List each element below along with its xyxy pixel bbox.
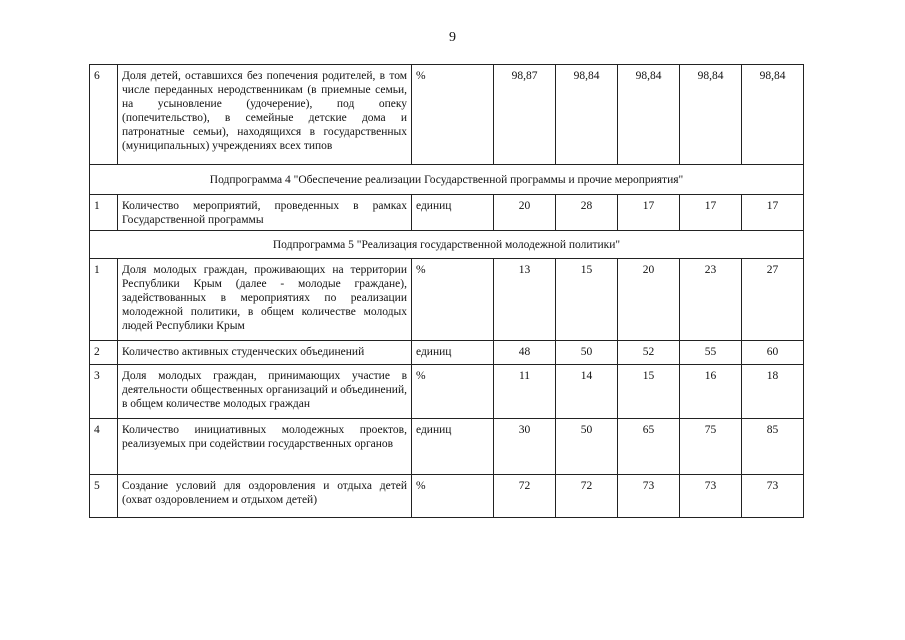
value-cell: 55 <box>680 341 742 365</box>
value-cell: 20 <box>618 259 680 341</box>
table-row <box>90 195 804 231</box>
value-cell: 17 <box>742 195 804 231</box>
unit-cell: % <box>412 365 494 419</box>
row-number-cell: 1 <box>90 195 118 231</box>
indicator-name-cell: Доля детей, оставшихся без попечения родителей, в том числе переданных неродственникам (в приемные семьи, на усыновление (удочерение), под опеку (попечительство), в семейные детские дома и патронатные семьи), находящихся в государственных (муниципальных) учреждениях всех типов <box>118 65 412 165</box>
value-cell: 50 <box>556 341 618 365</box>
value-cell: 13 <box>494 259 556 341</box>
row-number-cell: 3 <box>90 365 118 419</box>
value-cell: 15 <box>618 365 680 419</box>
value-cell: 50 <box>556 419 618 475</box>
value-cell: 28 <box>556 195 618 231</box>
indicator-name-cell: Доля молодых граждан, проживающих на территории Республики Крым (далее - молодые граждане), задействованных в мероприятиях по реализации молодежной политики, в общем количестве молодых людей Республики Крым <box>118 259 412 341</box>
subprogram-title: Подпрограмма 5 "Реализация государственной молодежной политики" <box>90 231 804 259</box>
value-cell: 98,84 <box>742 65 804 165</box>
value-cell: 48 <box>494 341 556 365</box>
row-number-cell: 1 <box>90 259 118 341</box>
row-number-cell: 2 <box>90 341 118 365</box>
indicator-name-cell: Создание условий для оздоровления и отдыха детей (охват оздоровлением и отдыхом детей) <box>118 475 412 518</box>
unit-cell: единиц <box>412 195 494 231</box>
page-number: 9 <box>449 30 456 45</box>
value-cell: 72 <box>494 475 556 518</box>
value-cell: 72 <box>556 475 618 518</box>
table-row <box>90 365 804 419</box>
value-cell: 17 <box>680 195 742 231</box>
subprogram-header-row <box>90 165 804 195</box>
unit-cell: % <box>412 65 494 165</box>
value-cell: 75 <box>680 419 742 475</box>
row-number-cell: 5 <box>90 475 118 518</box>
value-cell: 85 <box>742 419 804 475</box>
indicators-table <box>89 64 804 518</box>
indicator-name-cell: Количество инициативных молодежных проектов, реализуемых при содействии государственных органов <box>118 419 412 475</box>
value-cell: 17 <box>618 195 680 231</box>
value-cell: 14 <box>556 365 618 419</box>
table-row <box>90 341 804 365</box>
value-cell: 15 <box>556 259 618 341</box>
row-number-cell: 4 <box>90 419 118 475</box>
value-cell: 27 <box>742 259 804 341</box>
indicator-name-cell: Доля молодых граждан, принимающих участие в деятельности общественных организаций и объединений, в общем количестве молодых граждан <box>118 365 412 419</box>
value-cell: 98,84 <box>680 65 742 165</box>
table-row <box>90 259 804 341</box>
value-cell: 16 <box>680 365 742 419</box>
unit-cell: единиц <box>412 341 494 365</box>
value-cell: 98,87 <box>494 65 556 165</box>
value-cell: 18 <box>742 365 804 419</box>
subprogram-title: Подпрограмма 4 "Обеспечение реализации Государственной программы и прочие мероприятия" <box>90 165 804 195</box>
value-cell: 73 <box>680 475 742 518</box>
value-cell: 98,84 <box>618 65 680 165</box>
value-cell: 30 <box>494 419 556 475</box>
row-number-cell: 6 <box>90 65 118 165</box>
table-row <box>90 419 804 475</box>
table-row <box>90 65 804 165</box>
value-cell: 52 <box>618 341 680 365</box>
value-cell: 73 <box>742 475 804 518</box>
value-cell: 98,84 <box>556 65 618 165</box>
value-cell: 65 <box>618 419 680 475</box>
unit-cell: единиц <box>412 419 494 475</box>
indicator-name-cell: Количество мероприятий, проведенных в рамках Государственной программы <box>118 195 412 231</box>
unit-cell: % <box>412 475 494 518</box>
value-cell: 60 <box>742 341 804 365</box>
value-cell: 73 <box>618 475 680 518</box>
value-cell: 11 <box>494 365 556 419</box>
value-cell: 23 <box>680 259 742 341</box>
value-cell: 20 <box>494 195 556 231</box>
table-row <box>90 475 804 518</box>
indicator-name-cell: Количество активных студенческих объединений <box>118 341 412 365</box>
subprogram-header-row <box>90 231 804 259</box>
unit-cell: % <box>412 259 494 341</box>
